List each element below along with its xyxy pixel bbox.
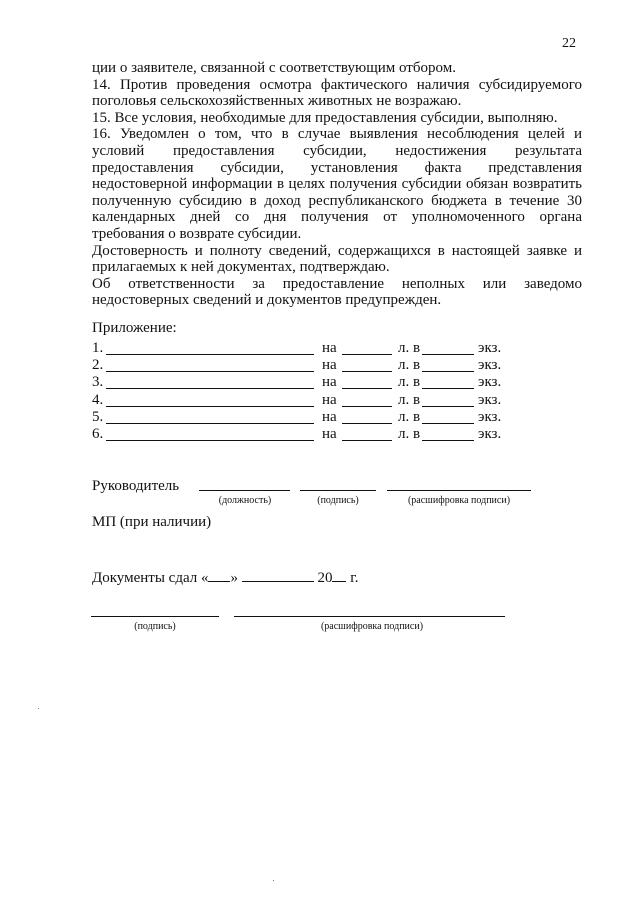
sheets-label: л. в [398, 374, 421, 391]
pages-count-field[interactable] [342, 409, 392, 424]
copies-count-field[interactable] [422, 426, 474, 441]
sheets-label: л. в [398, 340, 421, 356]
paragraph-15: 15. Все условия, необходимые для предоставления субсидии, выполняю. [92, 109, 558, 126]
pages-count-field[interactable] [342, 426, 392, 441]
pages-count-field[interactable] [342, 357, 392, 372]
year-suffix: г. [350, 570, 359, 586]
day-field[interactable] [208, 569, 230, 582]
quote-close: » [230, 570, 238, 586]
copies-count-field[interactable] [422, 357, 474, 372]
decoding-caption: (расшифровка подписи) [407, 495, 511, 506]
submitted-prefix: Документы сдал « [92, 570, 209, 586]
copies-label: экз. [478, 374, 502, 391]
year-field[interactable] [332, 569, 346, 582]
pages-count-field[interactable] [342, 392, 392, 407]
documents-submitted-row [92, 569, 358, 587]
pages-label: на [322, 408, 337, 425]
paragraph-14: 14. Против проведения осмотра фактического наличия субсидируемого поголовья сельскохозяйственных животных не возражаю. [92, 76, 582, 110]
signature-caption: (подпись) [317, 495, 359, 506]
submitter-signature-caption: (подпись) [134, 621, 176, 632]
pages-label: на [322, 391, 337, 408]
position-field[interactable] [199, 490, 290, 491]
copies-label: экз. [478, 340, 502, 356]
appendix-number: 2. [92, 357, 104, 374]
paragraph-16: 16. Уведомлен о том, что в случае выявления несоблюдения целей и условий предоставления субсидии, недостижения результата предоставления субсидии, установления факта представления недостоверной информации в целях получения субсидии обязан возвратить полученную субсидию в доход республиканского бюджета в течение 30 календарных дней со дня получения от уполномоченного органа требования о возврате субсидии. [92, 126, 582, 242]
head-signature-field[interactable] [300, 490, 376, 491]
copies-label: экз. [478, 357, 502, 374]
scan-speck [38, 708, 39, 709]
appendix-number: 5. [92, 408, 104, 425]
copies-count-field[interactable] [422, 374, 474, 389]
copies-label: экз. [478, 425, 502, 442]
pages-count-field[interactable] [342, 374, 392, 389]
sheets-label: л. в [398, 408, 421, 425]
appendix-number: 6. [92, 425, 104, 442]
copies-label: экз. [478, 391, 502, 408]
document-name-field[interactable] [106, 357, 314, 372]
scan-speck [273, 880, 274, 881]
month-field[interactable] [242, 569, 314, 582]
sheets-label: л. в [398, 391, 421, 408]
paragraph-accuracy-confirmation: Достоверность и полноту сведений, содержащихся в настоящей заявке и прилагаемых к ней документах, подтверждаю. [92, 242, 582, 276]
document-name-field[interactable] [106, 340, 314, 355]
submitter-decoding-field[interactable] [234, 616, 505, 617]
appendix-title: Приложение: [92, 320, 177, 336]
document-name-field[interactable] [106, 392, 314, 407]
submitter-signature-field[interactable] [91, 616, 219, 617]
head-signature-decoding-field[interactable] [387, 490, 531, 491]
document-name-field[interactable] [106, 409, 314, 424]
pages-label: на [322, 340, 337, 356]
stamp-label: МП (при наличии) [92, 514, 212, 530]
paragraph-continuation: ции о заявителе, связанной с соответствующим отбором. [92, 60, 456, 76]
position-caption: (должность) [218, 495, 272, 506]
appendix-number: 4. [92, 391, 104, 408]
sheets-label: л. в [398, 357, 421, 374]
paragraph-liability-warning: Об ответственности за предоставление неполных или заведомо недостоверных сведений и документов предупрежден. [92, 275, 582, 309]
appendix-number: 1. [92, 340, 104, 356]
copies-count-field[interactable] [422, 409, 474, 424]
pages-label: на [322, 425, 337, 442]
document-name-field[interactable] [106, 374, 314, 389]
copies-count-field[interactable] [422, 392, 474, 407]
pages-label: на [322, 357, 337, 374]
body-text [92, 60, 582, 309]
page-number: 22 [562, 36, 576, 51]
head-label: Руководитель [92, 478, 180, 494]
pages-count-field[interactable] [342, 340, 392, 355]
copies-count-field[interactable] [422, 340, 474, 355]
pages-label: на [322, 374, 337, 391]
submitter-decoding-caption: (расшифровка подписи) [320, 621, 424, 632]
copies-label: экз. [478, 408, 502, 425]
appendix-number: 3. [92, 374, 104, 391]
year-prefix: 20 [317, 570, 333, 586]
sheets-label: л. в [398, 425, 421, 442]
document-name-field[interactable] [106, 426, 314, 441]
